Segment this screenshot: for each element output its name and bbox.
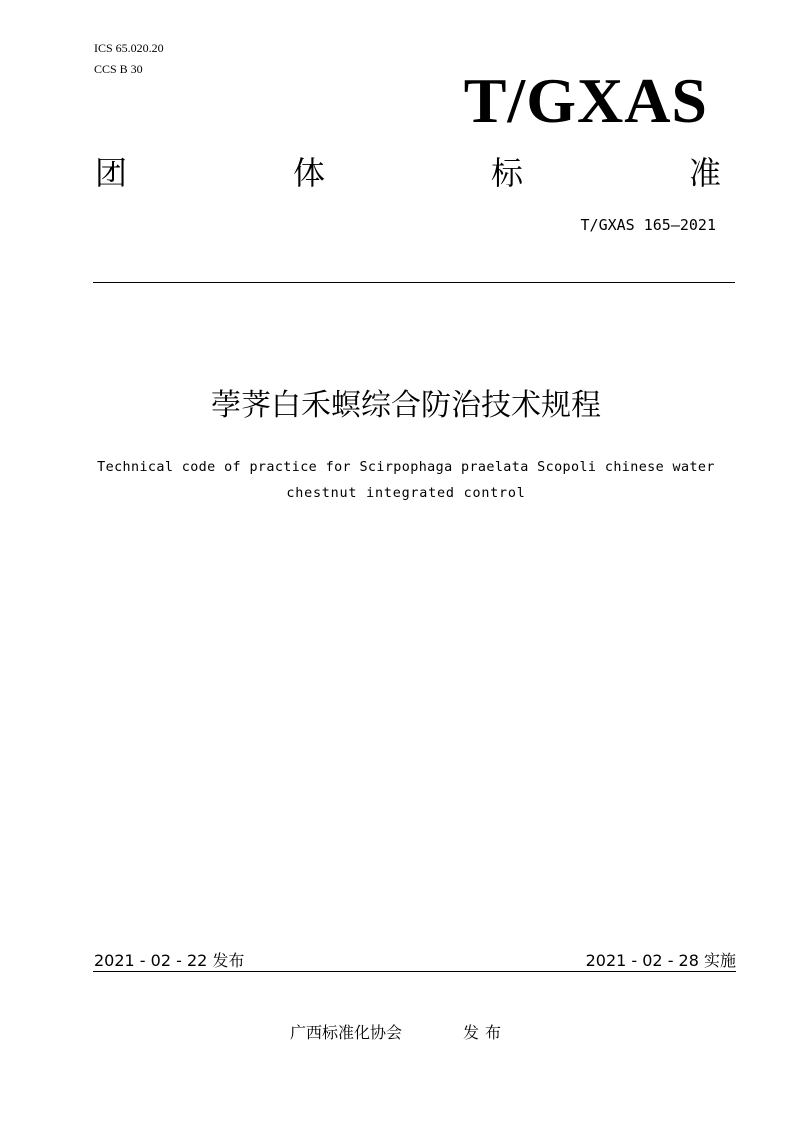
footer-divider xyxy=(93,971,736,972)
category-char: 团 xyxy=(95,154,128,192)
standard-brand-logo: T/GXAS xyxy=(463,65,708,136)
category-char: 准 xyxy=(689,154,722,192)
ccs-code: CCS B 30 xyxy=(94,62,143,76)
category-char: 体 xyxy=(293,154,326,192)
publisher-name: 广西标准化协会 xyxy=(290,1023,403,1042)
ics-code: ICS 65.020.20 xyxy=(94,41,164,55)
header-divider xyxy=(93,282,735,283)
implementation-date: 2021 - 02 - 28 实施 xyxy=(585,951,736,970)
publish-label: 发布 xyxy=(463,1023,508,1042)
document-title-chinese: 荸荠白禾螟综合防治技术规程 xyxy=(211,388,601,423)
category-char: 标 xyxy=(491,154,524,192)
document-title-english-line-2: chestnut integrated control xyxy=(286,486,526,501)
document-title-english-line-1: Technical code of practice for Scirpophaga praelata Scopoli chinese water xyxy=(97,460,715,475)
standard-number: T/GXAS 165—2021 xyxy=(580,216,716,234)
issue-date: 2021 - 02 - 22 发布 xyxy=(94,951,245,970)
